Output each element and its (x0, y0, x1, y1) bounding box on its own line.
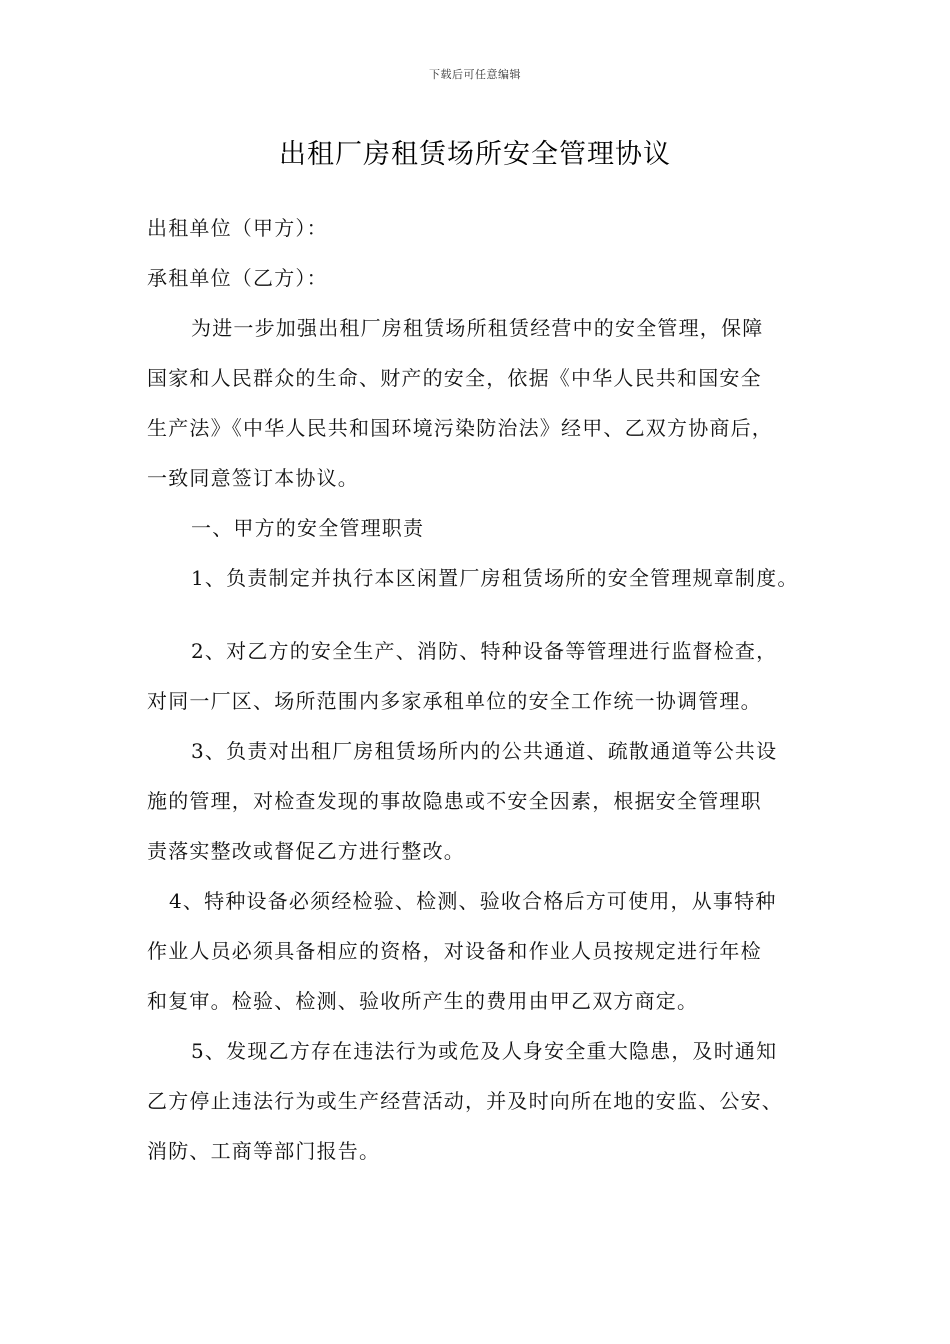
paragraph-line: 1、负责制定并执行本区闲置厂房租赁场所的安全管理规章制度。 (191, 566, 799, 590)
document-title: 出租厂房租赁场所安全管理协议 (279, 139, 671, 170)
paragraph-line: 为进一步加强出租厂房租赁场所租赁经营中的安全管理，保障 (191, 316, 764, 340)
lessee-line: 承租单位（乙方）： (147, 266, 328, 290)
paragraph-line: 责落实整改或督促乙方进行整改。 (147, 839, 465, 863)
paragraph-line: 对同一厂区、场所范围内多家承租单位的安全工作统一协调管理。 (147, 689, 762, 713)
paragraph-line: 2、对乙方的安全生产、消防、特种设备等管理进行监督检查， (191, 639, 778, 663)
paragraph-line: 国家和人民群众的生命、财产的安全，依据《中华人民共和国安全 (147, 366, 762, 390)
section-heading: 一、甲方的安全管理职责 (191, 516, 425, 540)
clause-4 (147, 876, 827, 1026)
header-note: 下载后可任意编辑 (429, 68, 521, 81)
paragraph-line: 作业人员必须具备相应的资格，对设备和作业人员按规定进行年检 (147, 939, 762, 963)
paragraph-gap (147, 603, 827, 626)
paragraph-line: 乙方停止违法行为或生产经营活动，并及时向所在地的安监、公安、 (147, 1089, 783, 1113)
intro-paragraph (147, 303, 827, 503)
clause-1 (147, 553, 827, 603)
paragraph-line: 消防、工商等部门报告。 (147, 1139, 381, 1163)
paragraph-line: 4、特种设备必须经检验、检测、验收合格后方可使用，从事特种 (169, 889, 777, 913)
clause-5 (147, 1026, 827, 1176)
paragraph-line: 施的管理，对检查发现的事故隐患或不安全因素，根据安全管理职 (147, 789, 762, 813)
lessor-line: 出租单位（甲方）： (147, 216, 328, 240)
paragraph-line: 5、发现乙方存在违法行为或危及人身安全重大隐患，及时通知 (191, 1039, 778, 1063)
paragraph-line: 一致同意签订本协议。 (147, 466, 359, 490)
paragraph-line: 和复审。检验、检测、验收所产生的费用由甲乙双方商定。 (147, 989, 699, 1013)
paragraph-line: 生产法》《中华人民共和国环境污染防治法》经甲、乙双方协商后， (147, 416, 773, 440)
document-body (147, 203, 827, 1176)
paragraph-line: 3、负责对出租厂房租赁场所内的公共通道、疏散通道等公共设 (191, 739, 778, 763)
clause-3 (147, 726, 827, 876)
clause-2 (147, 626, 827, 726)
